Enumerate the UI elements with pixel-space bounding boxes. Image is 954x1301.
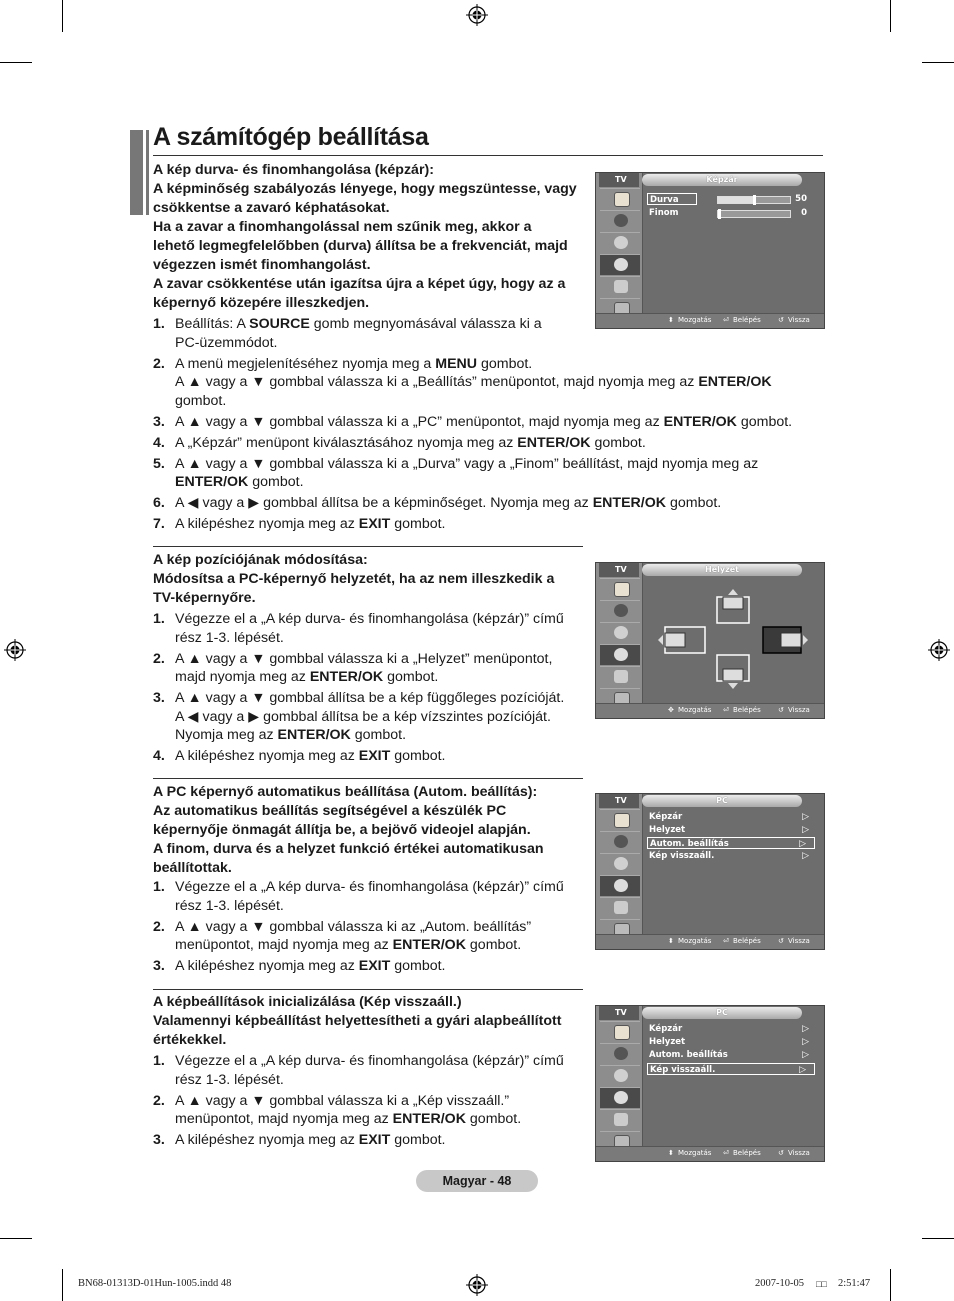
step-item — [153, 650, 593, 687]
step-number: 2. — [153, 650, 165, 667]
crop-mark — [890, 1269, 891, 1301]
osd-menu-item[interactable]: Helyzet ▷ — [649, 825, 809, 835]
crop-mark — [0, 62, 32, 63]
enter-icon: ⏎ — [723, 1149, 729, 1157]
print-time: 2:51:47 — [838, 1278, 871, 1289]
enter-icon: ⏎ — [723, 937, 729, 945]
move-icon: ⬍ — [668, 1149, 674, 1157]
submenu-arrow-icon: ▷ — [802, 851, 809, 861]
osd-header: Helyzet — [642, 564, 802, 576]
heading-line: értékekkel. — [153, 1032, 227, 1048]
crop-mark — [890, 0, 891, 32]
osd-sidebar — [596, 173, 643, 314]
channel-menu-icon — [600, 622, 640, 643]
heading-line: A kép pozíciójának módosítása: — [153, 552, 368, 568]
title-divider — [153, 155, 823, 156]
step-item — [153, 434, 813, 453]
page-number-badge — [416, 1170, 538, 1192]
step-item — [153, 957, 593, 976]
crop-mark — [0, 1238, 32, 1239]
slider-thumb — [753, 195, 756, 205]
step-number: 6. — [153, 495, 165, 511]
print-boxes: □□ — [816, 1279, 827, 1289]
heading-line: A képbeállítások inicializálása (Kép visszaáll.) — [153, 994, 462, 1010]
step-number: 2. — [153, 918, 165, 935]
step-number: 3. — [153, 413, 165, 430]
step-number: 2. — [153, 1092, 165, 1109]
step-number: 4. — [153, 748, 165, 764]
step-text: A ▲ vagy a ▼ gombbal válassza ki az „Autom. beállítás” menüpontot, majd nyomja meg az ENTER/OK gombot. — [175, 918, 532, 953]
step-item — [153, 747, 593, 766]
submenu-arrow-icon: ▷ — [799, 1065, 806, 1075]
step-number: 1. — [153, 879, 165, 895]
back-icon: ↺ — [778, 1149, 784, 1157]
crop-mark — [62, 1269, 63, 1301]
heading-line: csökkentse a zavaró képhatásokat. — [153, 200, 390, 216]
durva-slider[interactable] — [717, 196, 791, 204]
osd-tv-label: TV — [599, 794, 639, 808]
step-item — [153, 918, 593, 955]
step-item — [153, 1052, 593, 1089]
heading-line: TV-képernyőre. — [153, 590, 256, 606]
submenu-arrow-icon: ▷ — [802, 825, 809, 835]
step-item — [153, 1131, 593, 1150]
slider-thumb — [718, 209, 721, 219]
step-item — [153, 355, 813, 411]
heading-line: A kép durva- és finomhangolása (képzár): — [153, 162, 434, 178]
enter-icon: ⏎ — [723, 706, 729, 714]
step-number: 3. — [153, 958, 165, 974]
osd-screen-kepzar — [595, 172, 825, 329]
title-accent-bar — [130, 130, 143, 215]
footer-back: Vissza — [788, 316, 810, 324]
step-text: A „Képzár” menüpont kiválasztásához nyomja meg az ENTER/OK gombot. — [175, 434, 646, 451]
osd-tv-label: TV — [599, 1006, 639, 1020]
heading-line: Valamennyi képbeállítást helyettesítheti a gyári alapbeállított — [153, 1013, 562, 1029]
footer-move: Mozgatás — [678, 1149, 712, 1157]
step-text: A kilépéshez nyomja meg az EXIT gombot. — [175, 516, 446, 532]
section4-heading — [153, 993, 593, 1050]
channel-menu-icon — [600, 853, 640, 874]
heading-line: A képminőség szabályozás lényege, hogy megszüntesse, vagy — [153, 181, 577, 197]
submenu-arrow-icon: ▷ — [802, 1024, 809, 1034]
heading-line: Ha a zavar a finomhangolással nem szűnik meg, akkor a — [153, 219, 532, 235]
registration-mark-icon — [466, 1274, 488, 1296]
section3-steps — [153, 878, 593, 978]
footer-enter: Belépés — [733, 1149, 761, 1157]
sound-menu-icon — [600, 600, 640, 621]
osd-item-finom[interactable]: Finom — [649, 208, 679, 218]
channel-menu-icon — [600, 1065, 640, 1086]
finom-value: 0 — [801, 208, 807, 218]
submenu-arrow-icon: ▷ — [802, 1037, 809, 1047]
osd-item-durva[interactable]: Durva — [647, 193, 697, 205]
registration-mark-icon — [928, 639, 950, 661]
input-menu-icon — [600, 276, 640, 297]
step-number: 1. — [153, 1053, 165, 1069]
footer-move: Mozgatás — [678, 706, 712, 714]
back-icon: ↺ — [778, 316, 784, 324]
picture-menu-icon — [600, 1021, 640, 1042]
sound-menu-icon — [600, 1043, 640, 1064]
durva-value: 50 — [795, 194, 807, 204]
input-menu-icon — [600, 897, 640, 918]
step-text: A ▲ vagy a ▼ gombbal válassza ki a „PC” menüpontot, majd nyomja meg az ENTER/OK gombot. — [175, 413, 793, 430]
step-text: A kilépéshez nyomja meg az EXIT gombot. — [175, 1132, 446, 1148]
setup-menu-icon — [600, 875, 640, 896]
step-number: 7. — [153, 516, 165, 532]
setup-menu-icon — [600, 644, 640, 665]
heading-line: A PC képernyő automatikus beállítása (Autom. beállítás): — [153, 784, 538, 800]
page-language-label: Magyar - — [442, 1174, 498, 1188]
osd-menu-item[interactable]: Képzár ▷ — [649, 1024, 809, 1034]
section3-heading — [153, 783, 593, 878]
osd-menu-item[interactable]: Autom. beállítás ▷ — [649, 1050, 809, 1060]
sound-menu-icon — [600, 210, 640, 231]
osd-screen-helyzet — [595, 562, 825, 719]
page-title: A számítógép beállítása — [153, 123, 429, 151]
setup-menu-icon — [600, 1087, 640, 1108]
osd-sidebar — [596, 563, 643, 704]
step-text: A kilépéshez nyomja meg az EXIT gombot. — [175, 748, 446, 764]
picture-menu-icon — [600, 188, 640, 209]
step-text: A ▲ vagy a ▼ gombbal válassza ki a „Helyzet” menüpontot, majd nyomja meg az ENTER/OK gombot. — [175, 650, 553, 685]
page-number: 48 — [497, 1174, 512, 1188]
step-item — [153, 515, 813, 534]
footer-back: Vissza — [788, 937, 810, 945]
section2-steps — [153, 610, 593, 768]
setup-menu-icon — [600, 254, 640, 275]
osd-menu-item[interactable]: Helyzet ▷ — [649, 1037, 809, 1047]
sound-menu-icon — [600, 831, 640, 852]
slider-fill — [718, 197, 754, 203]
osd-menu-item-selected[interactable]: Autom. beállítás ▷ — [647, 837, 815, 849]
osd-tv-label: TV — [599, 173, 639, 187]
heading-line: beállítottak. — [153, 860, 232, 876]
footer-move: Mozgatás — [678, 937, 712, 945]
heading-line: lehető legmegfelelőbben (durva) állítsa be a frekvenciát, majd — [153, 238, 568, 254]
position-diagram — [643, 577, 823, 703]
step-number: 3. — [153, 1132, 165, 1148]
step-text: A ▲ vagy a ▼ gombbal állítsa be a kép függőleges pozícióját. A ◀ vagy a ▶ gombbal állítsa be a kép vízszintes pozícióját. Nyomja meg az ENTER/OK gombot. — [175, 690, 565, 743]
osd-menu-item[interactable]: Képzár ▷ — [649, 812, 809, 822]
step-number: 3. — [153, 690, 165, 706]
osd-header: Képzár — [642, 174, 802, 186]
step-item — [153, 455, 813, 492]
step-text: A ◀ vagy a ▶ gombbal állítsa be a képminőséget. Nyomja meg az ENTER/OK gombot. — [175, 495, 722, 511]
osd-screen-pc-autom — [595, 793, 825, 950]
osd-menu-item-selected[interactable]: Kép visszaáll. ▷ — [647, 1063, 815, 1075]
osd-footer — [596, 313, 824, 328]
heading-line: A finom, durva és a helyzet funkció értékei automatikusan — [153, 841, 544, 857]
osd-sidebar — [596, 1006, 643, 1147]
step-item — [153, 1092, 593, 1129]
channel-menu-icon — [600, 232, 640, 253]
heading-line: A zavar csökkentése után igazítsa újra a képet úgy, hogy az a — [153, 276, 566, 292]
osd-tv-label: TV — [599, 563, 639, 577]
step-item — [153, 494, 813, 513]
step-number: 1. — [153, 316, 165, 332]
crop-mark — [62, 0, 63, 32]
footer-back: Vissza — [788, 1149, 810, 1157]
step-text: A ▲ vagy a ▼ gombbal válassza ki a „Durva” vagy a „Finom” beállítást, majd nyomja meg az ENTER/OK gombot. — [175, 455, 759, 490]
crop-mark — [922, 1238, 954, 1239]
title-accent-bar — [146, 130, 149, 215]
input-menu-icon — [600, 666, 640, 687]
step-number: 4. — [153, 434, 165, 451]
heading-line: Módosítsa a PC-képernyő helyzetét, ha az nem illeszkedik a — [153, 571, 555, 587]
osd-screen-pc-reset — [595, 1005, 825, 1162]
move-icon: ⬍ — [668, 316, 674, 324]
heading-line: képernyő közepére illeszkedjen. — [153, 295, 370, 311]
heading-line: képernyője önmagát állítja be, a bejövő videojel alapján. — [153, 822, 531, 838]
move-icon: ✥ — [668, 706, 674, 714]
step-item — [153, 878, 593, 915]
section-divider — [153, 989, 583, 990]
step-text: Végezze el a „A kép durva- és finomhangolása (képzár)” című rész 1-3. lépését. — [175, 1053, 564, 1088]
enter-icon: ⏎ — [723, 316, 729, 324]
picture-menu-icon — [600, 809, 640, 830]
osd-menu-item[interactable]: Kép visszaáll. ▷ — [649, 851, 809, 861]
section-divider — [153, 778, 583, 779]
step-text: Végezze el a „A kép durva- és finomhangolása (képzár)” című rész 1-3. lépését. — [175, 879, 564, 914]
print-date: 2007-10-05 — [755, 1278, 804, 1289]
back-icon: ↺ — [778, 706, 784, 714]
footer-move: Mozgatás — [678, 316, 712, 324]
section4-steps — [153, 1052, 593, 1152]
footer-back: Vissza — [788, 706, 810, 714]
heading-line: végezzen ismét finomhangolást. — [153, 257, 371, 273]
heading-line: Az automatikus beállítás segítségével a készülék PC — [153, 803, 507, 819]
back-icon: ↺ — [778, 937, 784, 945]
osd-header: PC — [642, 795, 802, 807]
picture-menu-icon — [600, 578, 640, 599]
osd-footer — [596, 934, 824, 949]
crop-mark — [922, 62, 954, 63]
step-text: A ▲ vagy a ▼ gombbal válassza ki a „Kép visszaáll.” menüpontot, majd nyomja meg az ENTER/OK gombot. — [175, 1092, 522, 1127]
registration-mark-icon — [466, 4, 488, 26]
section2-heading — [153, 551, 593, 608]
submenu-arrow-icon: ▷ — [802, 1050, 809, 1060]
section1-steps — [153, 315, 813, 536]
section1-heading — [153, 161, 593, 313]
section-divider — [153, 546, 583, 547]
registration-mark-icon — [4, 639, 26, 661]
osd-header: PC — [642, 1007, 802, 1019]
step-number: 5. — [153, 455, 165, 472]
step-text: Végezze el a „A kép durva- és finomhangolása (képzár)” című rész 1-3. lépését. — [175, 611, 564, 646]
submenu-arrow-icon: ▷ — [799, 839, 806, 849]
osd-sidebar — [596, 794, 643, 935]
step-number: 2. — [153, 355, 165, 372]
osd-footer — [596, 703, 824, 718]
step-text: A kilépéshez nyomja meg az EXIT gombot. — [175, 958, 446, 974]
step-text: A menü megjelenítéséhez nyomja meg a MENU gombot. A ▲ vagy a ▼ gombbal válassza ki a „Beállítás” menüpontot, majd nyomja meg az ENTER/OK gombot. — [175, 355, 772, 409]
osd-footer — [596, 1146, 824, 1161]
print-file-name: BN68-01313D-01Hun-1005.indd 48 — [78, 1278, 232, 1289]
step-item — [153, 689, 593, 745]
move-icon: ⬍ — [668, 937, 674, 945]
finom-slider[interactable] — [717, 210, 791, 218]
step-item — [153, 413, 813, 432]
step-text: Beállítás: A SOURCE gomb megnyomásával válassza ki a PC-üzemmódot. — [175, 316, 542, 351]
submenu-arrow-icon: ▷ — [802, 812, 809, 822]
footer-enter: Belépés — [733, 706, 761, 714]
step-number: 1. — [153, 611, 165, 627]
step-item — [153, 610, 593, 647]
input-menu-icon — [600, 1109, 640, 1130]
footer-enter: Belépés — [733, 937, 761, 945]
footer-enter: Belépés — [733, 316, 761, 324]
